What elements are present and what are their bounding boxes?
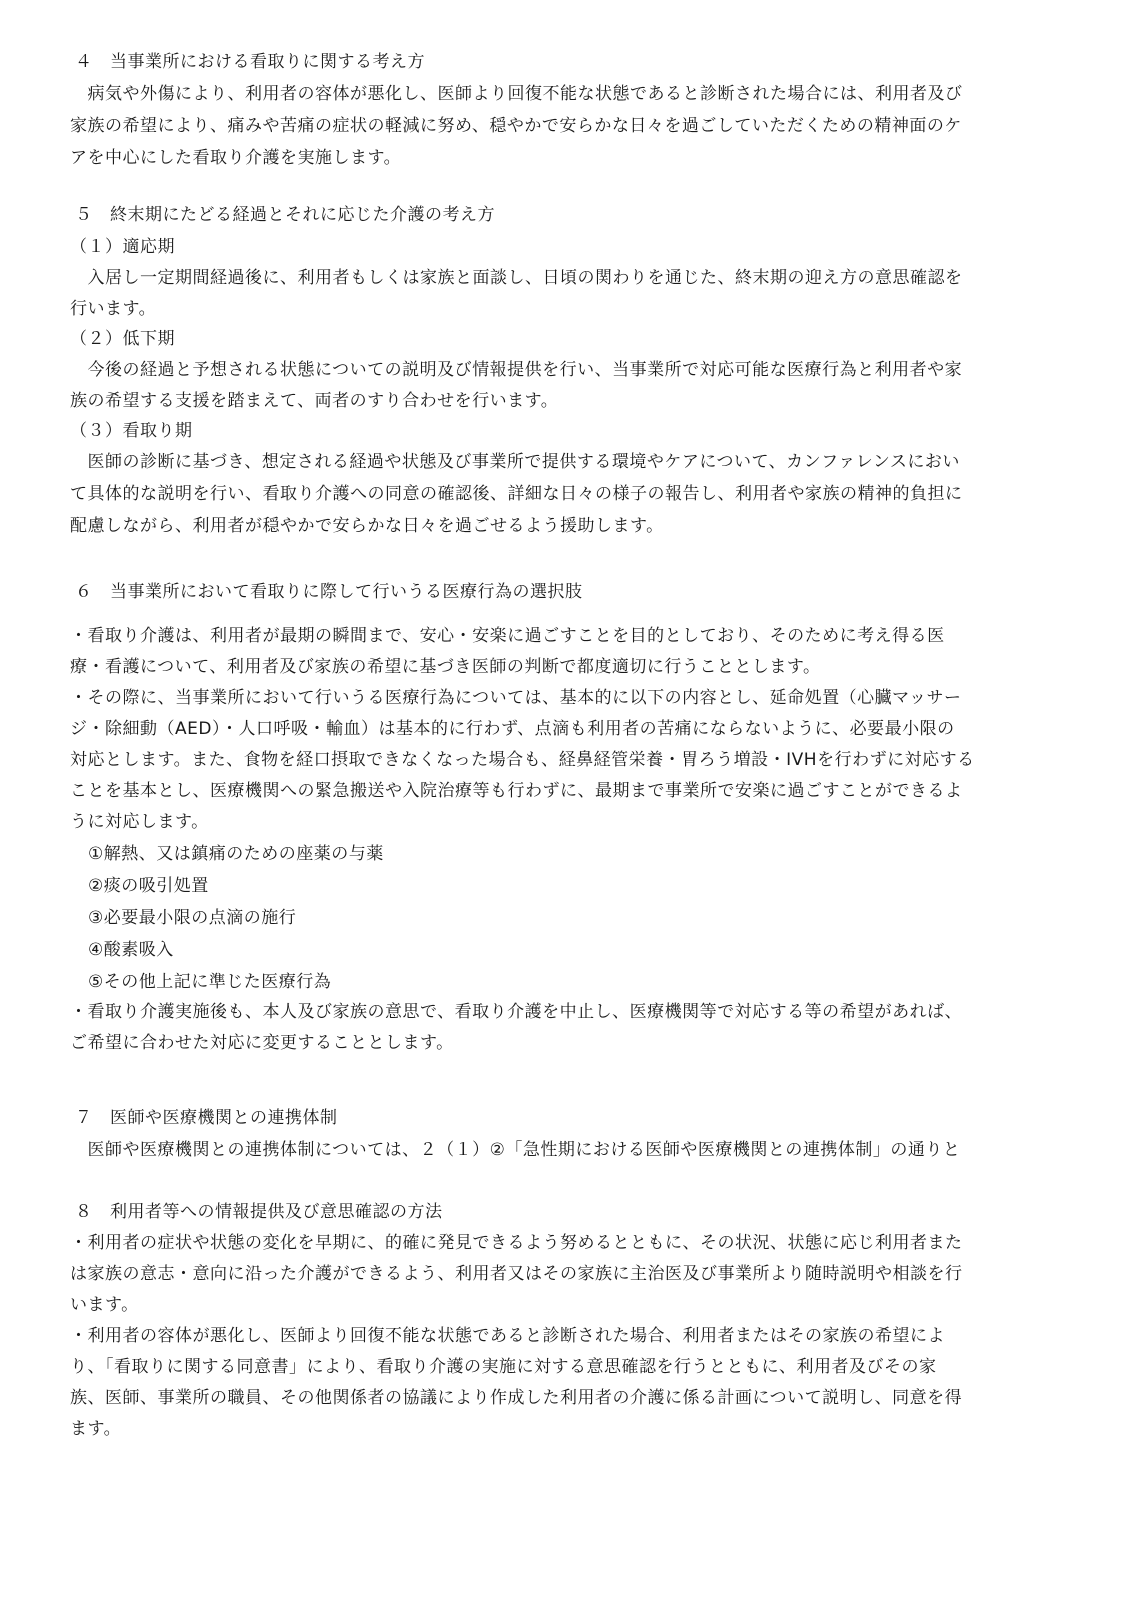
section-5-sub-2-title: （２）低下期	[70, 329, 175, 349]
section-5-sub-2-line-1: 今後の経過と予想される状態についての説明及び情報提供を行い、当事業所で対応可能な医療行為と利用者や家	[70, 360, 963, 380]
section-5-sub-1-line-1: 入居し一定期間経過後に、利用者もしくは家族と面談し、日頃の関わりを通じた、終末期の迎え方の意思確認を	[70, 268, 963, 288]
section-8-bullet-2-line-4: ます。	[70, 1419, 122, 1439]
section-4-line-1: 病気や外傷により、利用者の容体が悪化し、医師より回復不能な状態であると診断された場合には、利用者及び	[70, 84, 963, 104]
section-6-item-3: ③必要最小限の点滴の施行	[88, 908, 297, 928]
section-4-line-2: 家族の希望により、痛みや苦痛の症状の軽減に努め、穏やかで安らかな日々を過ごしていただくための精神面のケ	[70, 116, 962, 136]
section-6-bullet-1-line-1: ・看取り介護は、利用者が最期の瞬間まで、安心・安楽に過ごすことを目的としており、そのために考え得る医	[70, 626, 945, 646]
section-6-item-4: ④酸素吸入	[88, 940, 174, 960]
section-8-bullet-2-line-2: り、「看取りに関する同意書」により、看取り介護の実施に対する意思確認を行うとともに、利用者及びその家	[70, 1357, 937, 1377]
section-6-item-5: ⑤その他上記に準じた医療行為	[88, 972, 332, 992]
section-5-sub-2-line-2: 族の希望する支援を踏まえて、両者のすり合わせを行います。	[70, 391, 559, 411]
section-8-bullet-2-line-1: ・利用者の容体が悪化し、医師より回復不能な状態であると診断された場合、利用者またはその家族の希望によ	[70, 1326, 945, 1346]
section-6-item-1: ①解熱、又は鎮痛のための座薬の与薬	[88, 844, 384, 864]
section-6-bullet-2-line-2: ジ・除細動（AED）・人口呼吸・輸血）は基本的に行わず、点滴も利用者の苦痛にならないように、必要最小限の	[70, 719, 955, 739]
section-5-sub-3-line-2: て具体的な説明を行い、看取り介護への同意の確認後、詳細な日々の様子の報告し、利用者や家族の精神的負担に	[70, 484, 963, 504]
section-6-bullet-1-line-2: 療・看護について、利用者及び家族の希望に基づき医師の判断で都度適切に行うこととします。	[70, 657, 821, 677]
section-8-bullet-1-line-1: ・利用者の症状や状態の変化を早期に、的確に発見できるよう努めるとともに、その状況、状態に応じ利用者また	[70, 1233, 963, 1253]
section-6-bullet-2-line-3: 対応とします。また、食物を経口摂取できなくなった場合も、経鼻経管栄養・胃ろう増設・IVHを行わずに対応する	[70, 750, 975, 770]
section-7-line-1: 医師や医療機関との連携体制については、２（１）②「急性期における医師や医療機関との連携体制」の通りと	[70, 1140, 961, 1160]
section-6-bullet-3-line-1: ・看取り介護実施後も、本人及び家族の意思で、看取り介護を中止し、医療機関等で対応する等の希望があれば、	[70, 1002, 963, 1022]
section-5-heading: ５ 終末期にたどる経過とそれに応じた介護の考え方	[75, 205, 495, 225]
section-8-bullet-1-line-2: は家族の意志・意向に沿った介護ができるよう、利用者又はその家族に主治医及び事業所より随時説明や相談を行	[70, 1264, 963, 1284]
section-6-heading: ６ 当事業所において看取りに際して行いうる医療行為の選択肢	[75, 582, 583, 602]
section-5-sub-3-line-1: 医師の診断に基づき、想定される経過や状態及び事業所で提供する環境やケアについて、カンファレンスにおい	[70, 452, 960, 472]
section-8-bullet-2-line-3: 族、医師、事業所の職員、その他関係者の協議により作成した利用者の介護に係る計画について説明し、同意を得	[70, 1388, 963, 1408]
section-5-sub-3-title: （３）看取り期	[70, 421, 193, 441]
section-6-item-2: ②痰の吸引処置	[88, 876, 209, 896]
section-8-bullet-1-line-3: います。	[70, 1295, 139, 1315]
section-7-heading: ７ 医師や医療機関との連携体制	[75, 1108, 338, 1128]
section-4-line-3: アを中心にした看取り介護を実施します。	[70, 148, 402, 168]
section-6-bullet-2-line-4: ことを基本とし、医療機関への緊急搬送や入院治療等も行わずに、最期まで事業所で安楽に過ごすことができるよ	[70, 781, 963, 801]
section-5-sub-1-line-2: 行います。	[70, 299, 157, 319]
section-6-bullet-2-line-5: うに対応します。	[70, 812, 209, 832]
section-5-sub-3-line-3: 配慮しながら、利用者が穏やかで安らかな日々を過ごせるよう援助します。	[70, 516, 664, 536]
section-6-bullet-3-line-2: ご希望に合わせた対応に変更することとします。	[70, 1033, 454, 1053]
section-4-heading: ４ 当事業所における看取りに関する考え方	[75, 52, 425, 72]
section-5-sub-1-title: （１）適応期	[70, 237, 175, 257]
section-6-bullet-2-line-1: ・その際に、当事業所において行いうる医療行為については、基本的に以下の内容とし、延命処置（心臓マッサー	[70, 688, 962, 708]
section-8-heading: ８ 利用者等への情報提供及び意思確認の方法	[75, 1202, 443, 1222]
